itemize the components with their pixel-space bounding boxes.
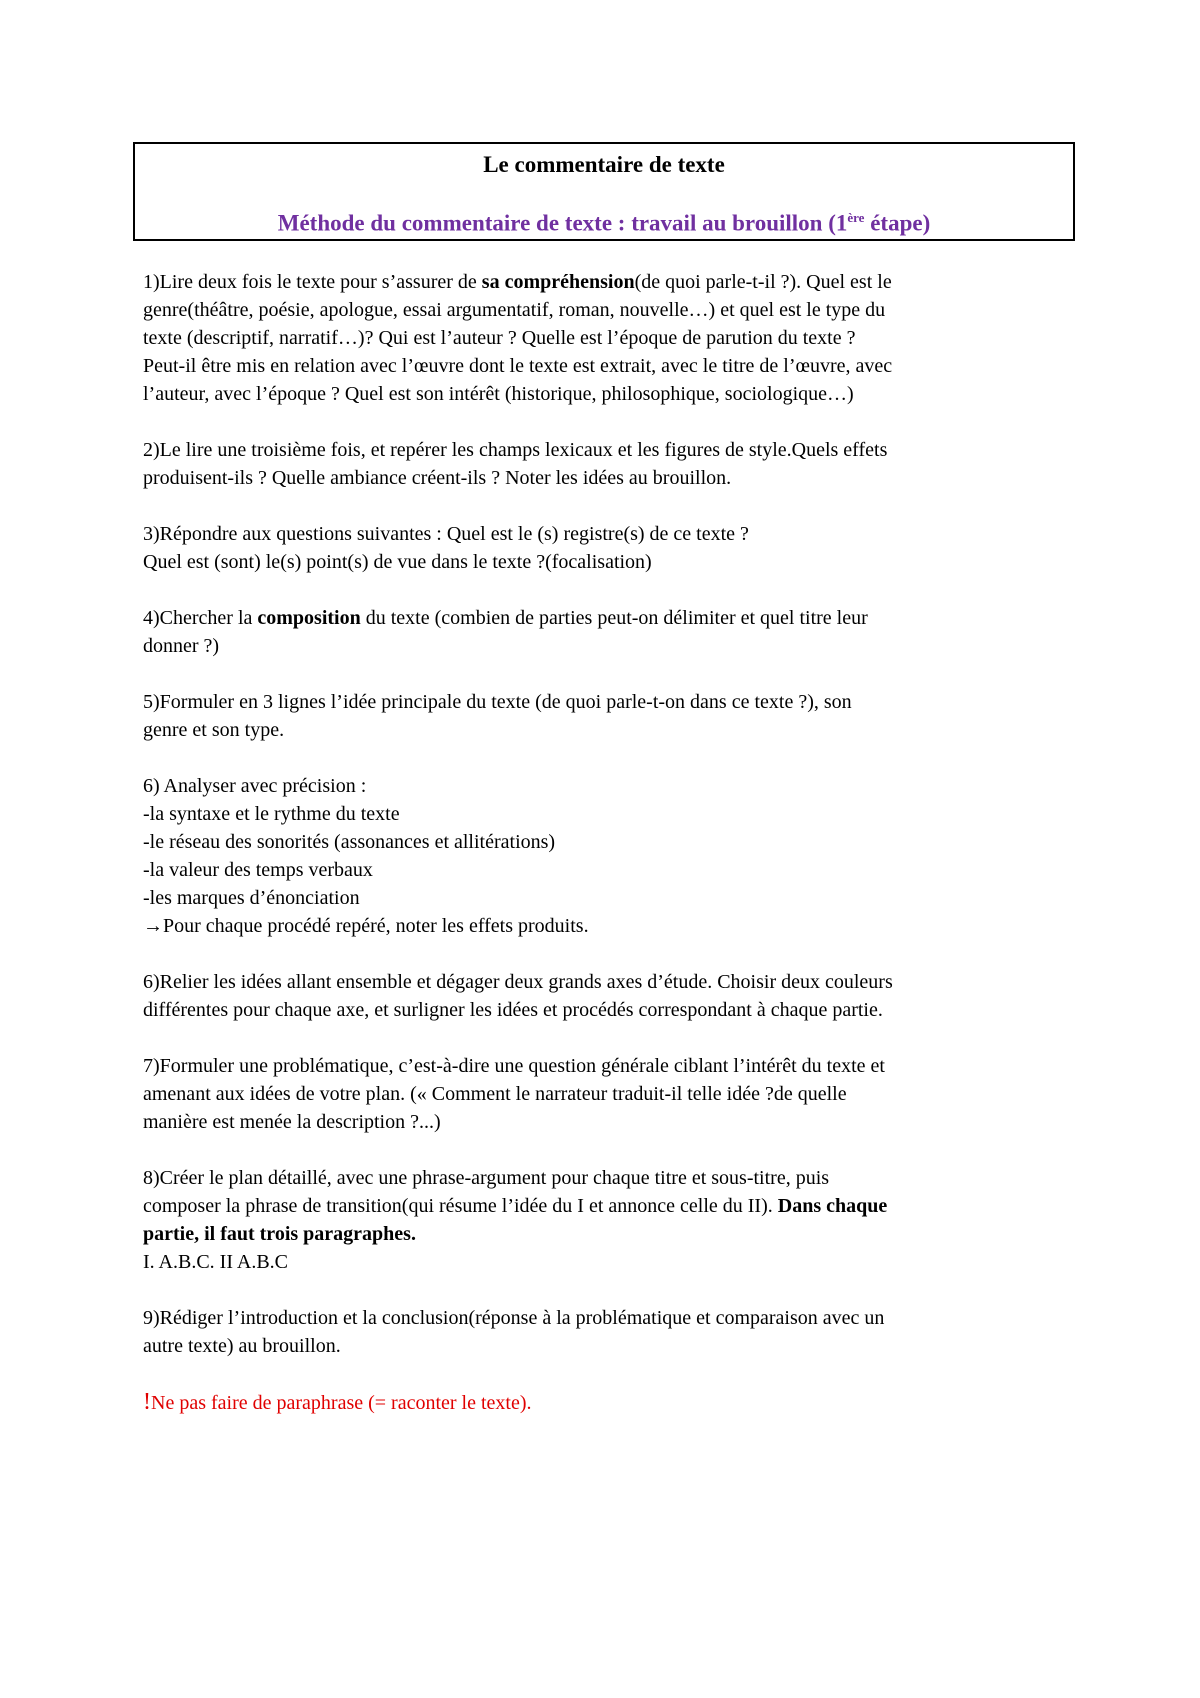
step-6-analysis (143, 772, 1063, 940)
document-title: Le commentaire de texte (483, 152, 725, 177)
step-3 (143, 520, 1063, 576)
step-9-line-2: autre texte) au brouillon. (143, 1335, 341, 1357)
step-8 (143, 1164, 1063, 1276)
bold-run: sa compréhension (481, 271, 635, 293)
step-8-line-1: 8)Créer le plan détaillé, avec une phrase-argument pour chaque titre et sous-titre, puis (143, 1167, 830, 1189)
text-run: (de quoi parle-t-il ?). Quel est le (634, 271, 892, 293)
bold-run: composition (257, 607, 361, 629)
text-run: du texte (combien de parties peut-on délimiter et quel titre leur (360, 607, 868, 629)
step-6a-line-6: →Pour chaque procédé repéré, noter les effets produits. (143, 915, 589, 937)
step-2 (143, 436, 1063, 492)
step-7 (143, 1052, 1063, 1136)
step-1-line-4: Peut-il être mis en relation avec l’œuvre dont le texte est extrait, avec le titre de l’œuvre, avec (143, 355, 893, 377)
step-6a-line-1: 6) Analyser avec précision : (143, 775, 367, 797)
step-1-line-5: l’auteur, avec l’époque ? Quel est son intérêt (historique, philosophique, sociologique…) (143, 383, 854, 405)
step-6a-line-4: -la valeur des temps verbaux (143, 859, 373, 881)
step-1-line-2: genre(théâtre, poésie, apologue, essai argumentatif, roman, nouvelle…) et quel est le type du (143, 299, 886, 321)
step-7-line-2: amenant aux idées de votre plan. (« Comment le narrateur traduit-il telle idée ?de quelle (143, 1083, 847, 1105)
title-box (133, 142, 1075, 241)
step-6b-line-1: 6)Relier les idées allant ensemble et dégager deux grands axes d’étude. Choisir deux couleurs (143, 971, 893, 993)
document-subtitle (135, 210, 1073, 237)
bold-run: Dans chaque (777, 1195, 888, 1217)
subtitle-end: étape) (864, 210, 931, 236)
step-8-line-3: partie, il faut trois paragraphes. (143, 1223, 416, 1245)
text-run: 1)Lire deux fois le texte pour s’assurer de (143, 271, 482, 293)
step-2-line-1: 2)Le lire une troisième fois, et repérer les champs lexicaux et les figures de style.Quels effets (143, 439, 888, 461)
step-7-line-3: manière est menée la description ?...) (143, 1111, 441, 1133)
document-body (143, 268, 1063, 1445)
step-3-line-1: 3)Répondre aux questions suivantes : Quel est le (s) registre(s) de ce texte ? (143, 523, 749, 545)
step-6a-line-2: -la syntaxe et le rythme du texte (143, 803, 400, 825)
step-7-line-1: 7)Formuler une problématique, c’est-à-dire une question générale ciblant l’intérêt du texte et (143, 1055, 885, 1077)
step-5 (143, 688, 1063, 744)
step-6a-line-5: -les marques d’énonciation (143, 887, 360, 909)
step-8-line-4: I. A.B.C. II A.B.C (143, 1251, 289, 1273)
step-8-line-2 (143, 1192, 1063, 1220)
step-1-line-1 (143, 268, 1063, 296)
step-4-line-1 (143, 604, 1063, 632)
subtitle-superscript: ère (847, 210, 865, 225)
text-run: 4)Chercher la (143, 607, 258, 629)
text-run: composer la phrase de transition(qui résume l’idée du I et annonce celle du II). (143, 1195, 778, 1217)
step-9 (143, 1304, 1063, 1360)
exclamation-icon: ! (143, 1389, 151, 1415)
step-6a-line-3: -le réseau des sonorités (assonances et allitérations) (143, 831, 556, 853)
subtitle-main: Méthode du commentaire de texte : travail au brouillon (1 (277, 210, 848, 236)
step-1-line-3: texte (descriptif, narratif…)? Qui est l’auteur ? Quelle est l’époque de parution du texte ? (143, 327, 856, 349)
step-1 (143, 268, 1063, 408)
warning-text: Ne pas faire de paraphrase (= raconter le texte). (151, 1392, 532, 1414)
step-3-line-2: Quel est (sont) le(s) point(s) de vue dans le texte ?(focalisation) (143, 551, 652, 573)
step-6-axes (143, 968, 1063, 1024)
step-5-line-1: 5)Formuler en 3 lignes l’idée principale du texte (de quoi parle-t-on dans ce texte ?), son (143, 691, 852, 713)
step-9-line-1: 9)Rédiger l’introduction et la conclusion(réponse à la problématique et comparaison avec un (143, 1307, 885, 1329)
step-6b-line-2: différentes pour chaque axe, et surligner les idées et procédés correspondant à chaque partie. (143, 999, 883, 1021)
step-2-line-2: produisent-ils ? Quelle ambiance créent-ils ? Noter les idées au brouillon. (143, 467, 732, 489)
step-4 (143, 604, 1063, 660)
warning-line (143, 1388, 1063, 1417)
step-5-line-2: genre et son type. (143, 719, 285, 741)
step-4-line-2: donner ?) (143, 635, 220, 657)
warning-note (143, 1388, 1063, 1417)
